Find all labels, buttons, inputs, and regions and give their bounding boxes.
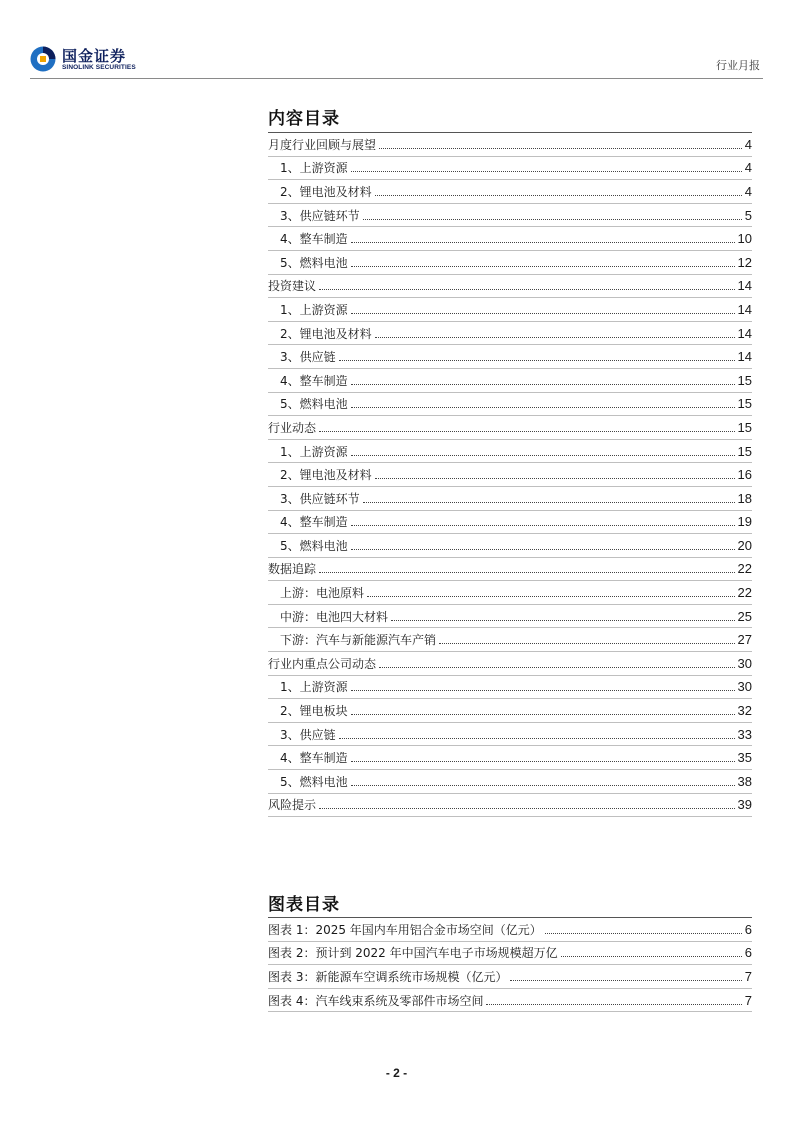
toc-entry[interactable] — [268, 133, 752, 157]
dot-leader — [351, 549, 735, 550]
entry-page-number: 30 — [737, 655, 752, 671]
entry-label: 4、整车制造 — [268, 230, 351, 247]
toc-entry[interactable] — [268, 180, 752, 204]
entry-label: 行业动态 — [268, 419, 319, 436]
toc-entry[interactable] — [268, 723, 752, 747]
entry-page-number: 14 — [737, 349, 752, 365]
dot-leader — [351, 761, 735, 762]
entry-label: 1、上游资源 — [268, 301, 351, 318]
entry-page-number: 5 — [744, 207, 752, 223]
toc-entry[interactable] — [268, 416, 752, 440]
entry-label: 3、供应链环节 — [268, 207, 363, 224]
dot-leader — [351, 785, 735, 786]
dot-leader — [545, 933, 742, 934]
entry-label: 4、整车制造 — [268, 372, 351, 389]
entry-label: 图表 1：2025 年国内车用铝合金市场空间（亿元） — [268, 921, 545, 938]
entry-label: 3、供应链 — [268, 726, 339, 743]
entry-label: 图表 3：新能源车空调系统市场规模（亿元） — [268, 968, 510, 985]
figure-entry[interactable] — [268, 989, 752, 1013]
entry-label: 图表 2：预计到 2022 年中国汽车电子市场规模超万亿 — [268, 944, 561, 961]
entry-page-number: 39 — [737, 797, 752, 813]
entry-page-number: 14 — [737, 325, 752, 341]
figures-title: 图表目录 — [268, 895, 340, 915]
dot-leader — [351, 313, 735, 314]
toc-entry[interactable] — [268, 440, 752, 464]
entry-label: 下游：汽车与新能源汽车产销 — [268, 631, 439, 648]
entry-label: 中游：电池四大材料 — [268, 608, 391, 625]
entry-page-number: 12 — [737, 254, 752, 270]
dot-leader — [363, 219, 742, 220]
entry-page-number: 15 — [737, 443, 752, 459]
report-type: 行业月报 — [716, 59, 760, 72]
toc-entry[interactable] — [268, 511, 752, 535]
brand-name-en: SINOLINK SECURITIES — [62, 64, 136, 71]
dot-leader — [351, 455, 735, 456]
dot-leader — [351, 384, 735, 385]
entry-label: 1、上游资源 — [268, 159, 351, 176]
toc-entry[interactable] — [268, 558, 752, 582]
figure-entry[interactable] — [268, 965, 752, 989]
toc-entry[interactable] — [268, 463, 752, 487]
toc-entry[interactable] — [268, 298, 752, 322]
entry-label: 2、锂电池及材料 — [268, 466, 375, 483]
toc-entry[interactable] — [268, 676, 752, 700]
page-number: - 2 - — [385, 1066, 408, 1080]
entry-label: 1、上游资源 — [268, 443, 351, 460]
entry-label: 1、上游资源 — [268, 678, 351, 695]
toc-entry[interactable] — [268, 275, 752, 299]
entry-label: 月度行业回顾与展望 — [268, 136, 379, 153]
entry-label: 4、整车制造 — [268, 749, 351, 766]
toc-entry[interactable] — [268, 699, 752, 723]
entry-page-number: 30 — [737, 679, 752, 695]
toc-entry[interactable] — [268, 204, 752, 228]
toc-entry[interactable] — [268, 369, 752, 393]
entry-label: 2、锂电板块 — [268, 702, 351, 719]
entry-page-number: 20 — [737, 537, 752, 553]
dot-leader — [351, 242, 735, 243]
entry-label: 上游：电池原料 — [268, 584, 367, 601]
toc-entry[interactable] — [268, 345, 752, 369]
dot-leader — [363, 502, 735, 503]
toc-entry[interactable] — [268, 393, 752, 417]
entry-label: 3、供应链 — [268, 348, 339, 365]
entry-page-number: 7 — [744, 968, 752, 984]
dot-leader — [351, 266, 735, 267]
dot-leader — [379, 667, 735, 668]
dot-leader — [375, 478, 735, 479]
entry-page-number: 10 — [737, 231, 752, 247]
entry-label: 行业内重点公司动态 — [268, 655, 379, 672]
entry-page-number: 7 — [744, 992, 752, 1008]
entry-label: 数据追踪 — [268, 560, 319, 577]
toc-entry[interactable] — [268, 628, 752, 652]
dot-leader — [319, 572, 735, 573]
entry-page-number: 16 — [737, 467, 752, 483]
entry-page-number: 27 — [737, 632, 752, 648]
entry-page-number: 38 — [737, 773, 752, 789]
toc-entry[interactable] — [268, 534, 752, 558]
toc-entry[interactable] — [268, 227, 752, 251]
brand-name-cn: 国金证券 — [62, 47, 127, 65]
entry-page-number: 35 — [737, 750, 752, 766]
toc-entry[interactable] — [268, 794, 752, 818]
sinolink-logo-icon — [30, 46, 56, 72]
dot-leader — [351, 171, 742, 172]
company-logo — [30, 46, 160, 76]
toc-title: 内容目录 — [268, 109, 340, 129]
dot-leader — [351, 407, 735, 408]
dot-leader — [379, 148, 742, 149]
dot-leader — [561, 956, 742, 957]
entry-page-number: 4 — [744, 136, 752, 152]
entry-page-number: 4 — [744, 183, 752, 199]
entry-page-number: 32 — [737, 703, 752, 719]
figure-entry[interactable] — [268, 918, 752, 942]
dot-leader — [367, 596, 735, 597]
list-of-figures — [268, 918, 752, 1012]
dot-leader — [391, 620, 735, 621]
dot-leader — [319, 431, 735, 432]
dot-leader — [339, 738, 735, 739]
toc-entry[interactable] — [268, 746, 752, 770]
dot-leader — [351, 714, 735, 715]
entry-page-number: 22 — [737, 585, 752, 601]
entry-page-number: 6 — [744, 945, 752, 961]
dot-leader — [375, 195, 742, 196]
entry-page-number: 18 — [737, 490, 752, 506]
dot-leader — [351, 690, 735, 691]
entry-label: 2、锂电池及材料 — [268, 183, 375, 200]
entry-label: 风险提示 — [268, 796, 319, 813]
dot-leader — [510, 980, 741, 981]
entry-page-number: 4 — [744, 160, 752, 176]
entry-page-number: 15 — [737, 372, 752, 388]
entry-label: 2、锂电池及材料 — [268, 325, 375, 342]
toc-entry[interactable] — [268, 157, 752, 181]
entry-label: 5、燃料电池 — [268, 254, 351, 271]
entry-label: 3、供应链环节 — [268, 490, 363, 507]
toc-entry[interactable] — [268, 322, 752, 346]
entry-label: 5、燃料电池 — [268, 773, 351, 790]
entry-page-number: 19 — [737, 514, 752, 530]
entry-page-number: 14 — [737, 278, 752, 294]
dot-leader — [486, 1004, 741, 1005]
dot-leader — [319, 808, 735, 809]
figure-entry[interactable] — [268, 942, 752, 966]
entry-label: 图表 4：汽车线束系统及零部件市场空间 — [268, 992, 486, 1009]
entry-label: 5、燃料电池 — [268, 537, 351, 554]
entry-page-number: 15 — [737, 419, 752, 435]
table-of-contents — [268, 133, 752, 817]
toc-entry[interactable] — [268, 770, 752, 794]
entry-page-number: 15 — [737, 396, 752, 412]
entry-label: 5、燃料电池 — [268, 395, 351, 412]
toc-entry[interactable] — [268, 581, 752, 605]
entry-page-number: 14 — [737, 301, 752, 317]
entry-page-number: 6 — [744, 921, 752, 937]
toc-entry[interactable] — [268, 251, 752, 275]
toc-entry[interactable] — [268, 652, 752, 676]
entry-page-number: 33 — [737, 726, 752, 742]
entry-page-number: 22 — [737, 561, 752, 577]
dot-leader — [375, 337, 735, 338]
dot-leader — [319, 289, 735, 290]
entry-page-number: 25 — [737, 608, 752, 624]
page-header — [0, 0, 793, 80]
toc-entry[interactable] — [268, 487, 752, 511]
dot-leader — [351, 525, 735, 526]
toc-entry[interactable] — [268, 605, 752, 629]
dot-leader — [439, 643, 735, 644]
entry-label: 4、整车制造 — [268, 513, 351, 530]
header-divider — [30, 78, 763, 79]
dot-leader — [339, 360, 735, 361]
entry-label: 投资建议 — [268, 277, 319, 294]
